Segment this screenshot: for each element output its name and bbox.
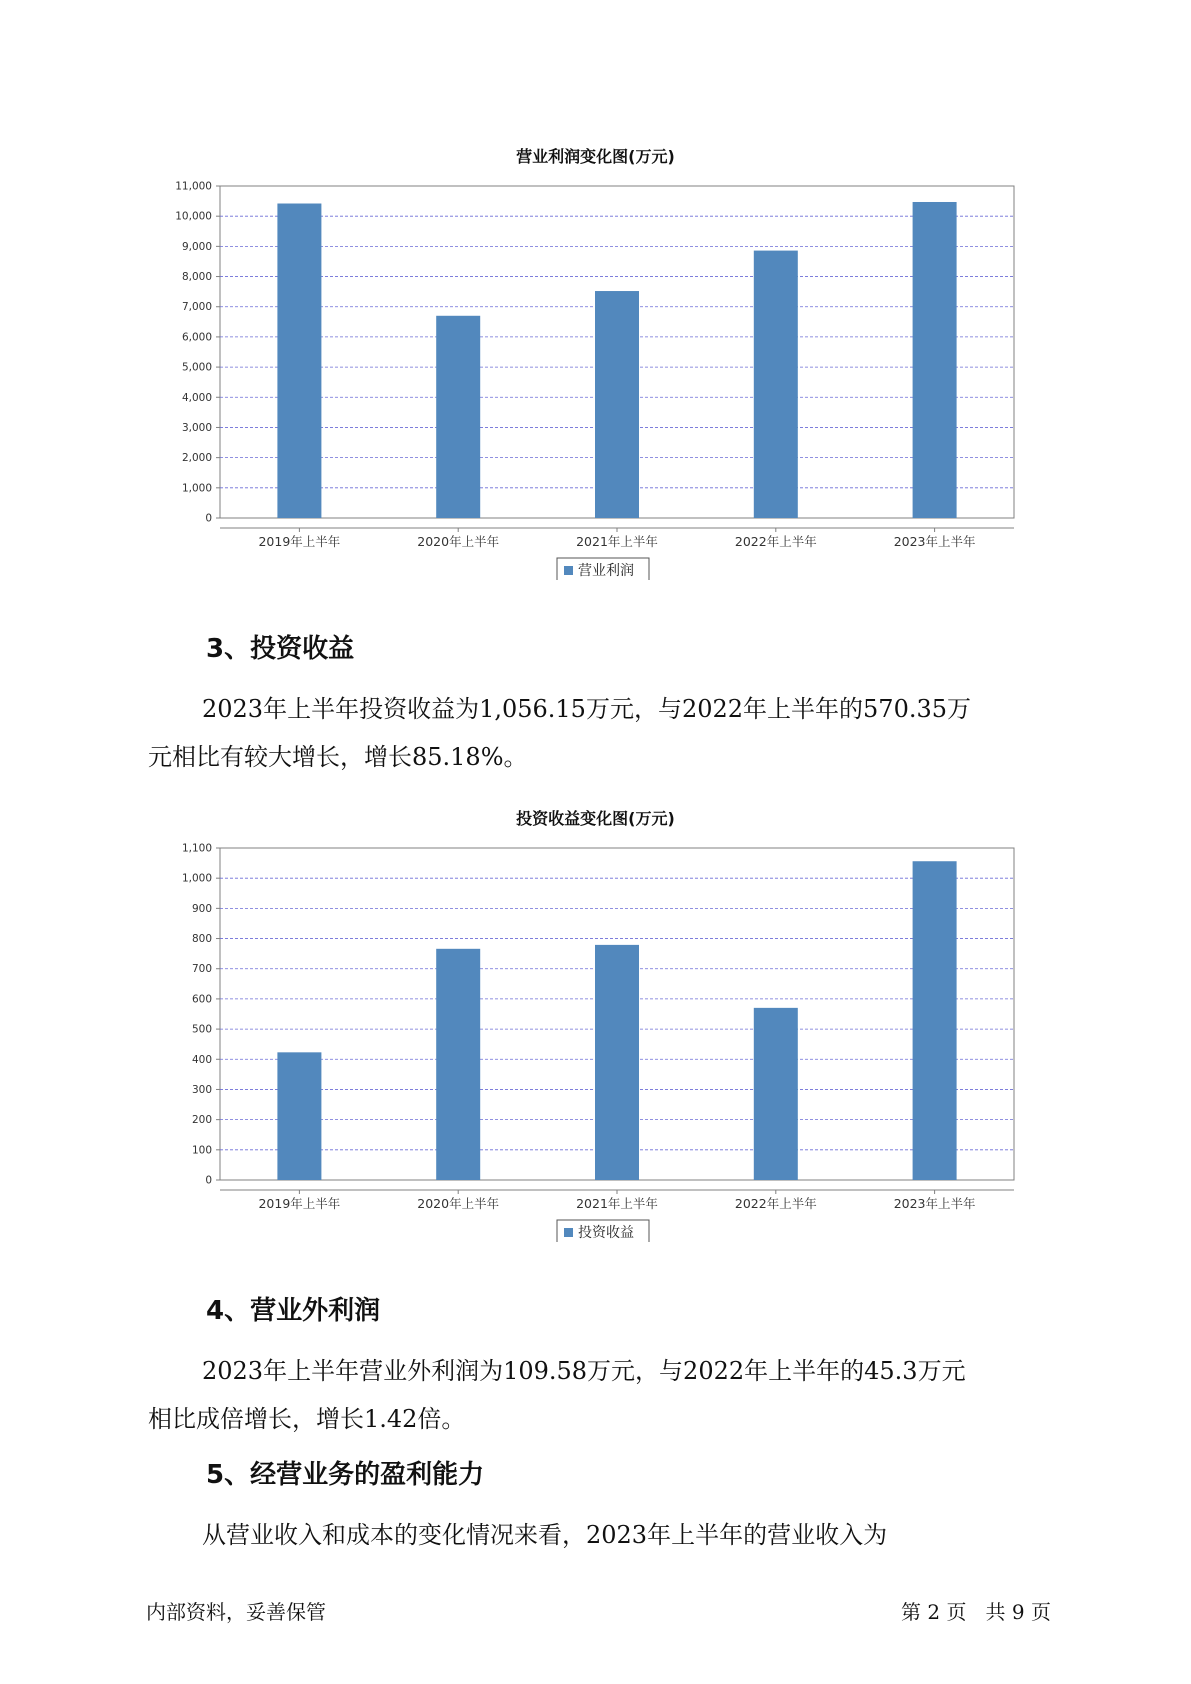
section-heading-non-operating-profit: 4、营业外利润 <box>206 1296 381 1326</box>
bar <box>277 204 321 518</box>
y-tick-label: 9,000 <box>181 240 212 253</box>
legend-swatch <box>564 566 573 575</box>
section-5-paragraph-line-1 <box>148 1512 1048 1559</box>
x-tick-label: 2022年上半年 <box>734 534 817 549</box>
section-4-text-line-1: 2023年上半年营业外利润为109.58万元，与2022年上半年的45.3万元 <box>202 1357 966 1385</box>
bar <box>754 1008 798 1180</box>
section-3-paragraph-line-1 <box>148 686 1048 733</box>
bar <box>277 1052 321 1180</box>
bar <box>754 251 798 518</box>
y-tick-label: 700 <box>191 963 212 976</box>
y-tick-label: 900 <box>191 902 212 915</box>
y-tick-label: 7,000 <box>181 301 212 314</box>
y-tick-label: 0 <box>205 512 212 525</box>
section-5-text-line-1: 从营业收入和成本的变化情况来看，2023年上半年的营业收入为 <box>202 1521 888 1549</box>
x-tick-label: 2021年上半年 <box>576 534 658 549</box>
y-tick-label: 1,000 <box>181 872 212 885</box>
y-tick-label: 300 <box>191 1083 212 1096</box>
x-tick-label: 2019年上半年 <box>258 534 341 549</box>
y-tick-label: 3,000 <box>181 421 212 434</box>
footer-confidential-note: 内部资料，妥善保管 <box>146 1600 326 1624</box>
x-tick-label: 2023年上半年 <box>893 1196 976 1211</box>
section-4-text-line-2: 相比成倍增长，增长1.42倍。 <box>148 1405 466 1433</box>
x-tick-label: 2022年上半年 <box>734 1196 817 1211</box>
y-tick-label: 1,100 <box>181 842 212 855</box>
y-tick-label: 4,000 <box>181 391 212 404</box>
investment-income-chart <box>0 822 1191 1242</box>
y-tick-label: 6,000 <box>181 331 212 344</box>
legend-label: 营业利润 <box>578 563 634 579</box>
bar <box>436 316 480 518</box>
y-tick-label: 800 <box>191 933 212 946</box>
x-tick-label: 2023年上半年 <box>893 534 976 549</box>
chart-title-investment-income: 投资收益变化图(万元) <box>516 809 675 828</box>
bar <box>913 202 957 518</box>
x-tick-label: 2021年上半年 <box>576 1196 658 1211</box>
legend-swatch <box>564 1228 573 1237</box>
chart-title-operating-profit: 营业利润变化图(万元) <box>516 147 675 166</box>
y-tick-label: 100 <box>191 1144 212 1157</box>
legend-label: 投资收益 <box>578 1225 634 1241</box>
section-3-text-line-1: 2023年上半年投资收益为1,056.15万元，与2022年上半年的570.35万 <box>202 695 972 723</box>
section-heading-profitability: 5、经营业务的盈利能力 <box>206 1460 485 1490</box>
bar <box>595 945 639 1180</box>
footer-page-number: 第 2 页 共 9 页 <box>901 1600 1051 1624</box>
bar <box>913 861 957 1180</box>
section-4-paragraph-line-2 <box>148 1396 1048 1443</box>
y-tick-label: 11,000 <box>175 180 212 193</box>
y-tick-label: 400 <box>191 1053 212 1066</box>
y-tick-label: 2,000 <box>181 452 212 465</box>
x-tick-label: 2020年上半年 <box>417 1196 500 1211</box>
x-tick-label: 2020年上半年 <box>417 534 500 549</box>
operating-profit-chart <box>0 160 1191 580</box>
y-tick-label: 200 <box>191 1114 212 1127</box>
y-tick-label: 8,000 <box>181 271 212 284</box>
section-3-paragraph-line-2 <box>148 734 1048 781</box>
x-tick-label: 2019年上半年 <box>258 1196 341 1211</box>
bar <box>436 949 480 1180</box>
y-tick-label: 1,000 <box>181 482 212 495</box>
y-tick-label: 5,000 <box>181 361 212 374</box>
y-tick-label: 10,000 <box>175 210 212 223</box>
y-tick-label: 600 <box>191 993 212 1006</box>
section-4-paragraph-line-1 <box>148 1348 1048 1395</box>
y-tick-label: 500 <box>191 1023 212 1036</box>
y-tick-label: 0 <box>205 1174 212 1187</box>
section-heading-investment-income: 3、投资收益 <box>206 634 355 664</box>
section-3-text-line-2: 元相比有较大增长，增长85.18%。 <box>148 743 528 771</box>
bar <box>595 291 639 518</box>
